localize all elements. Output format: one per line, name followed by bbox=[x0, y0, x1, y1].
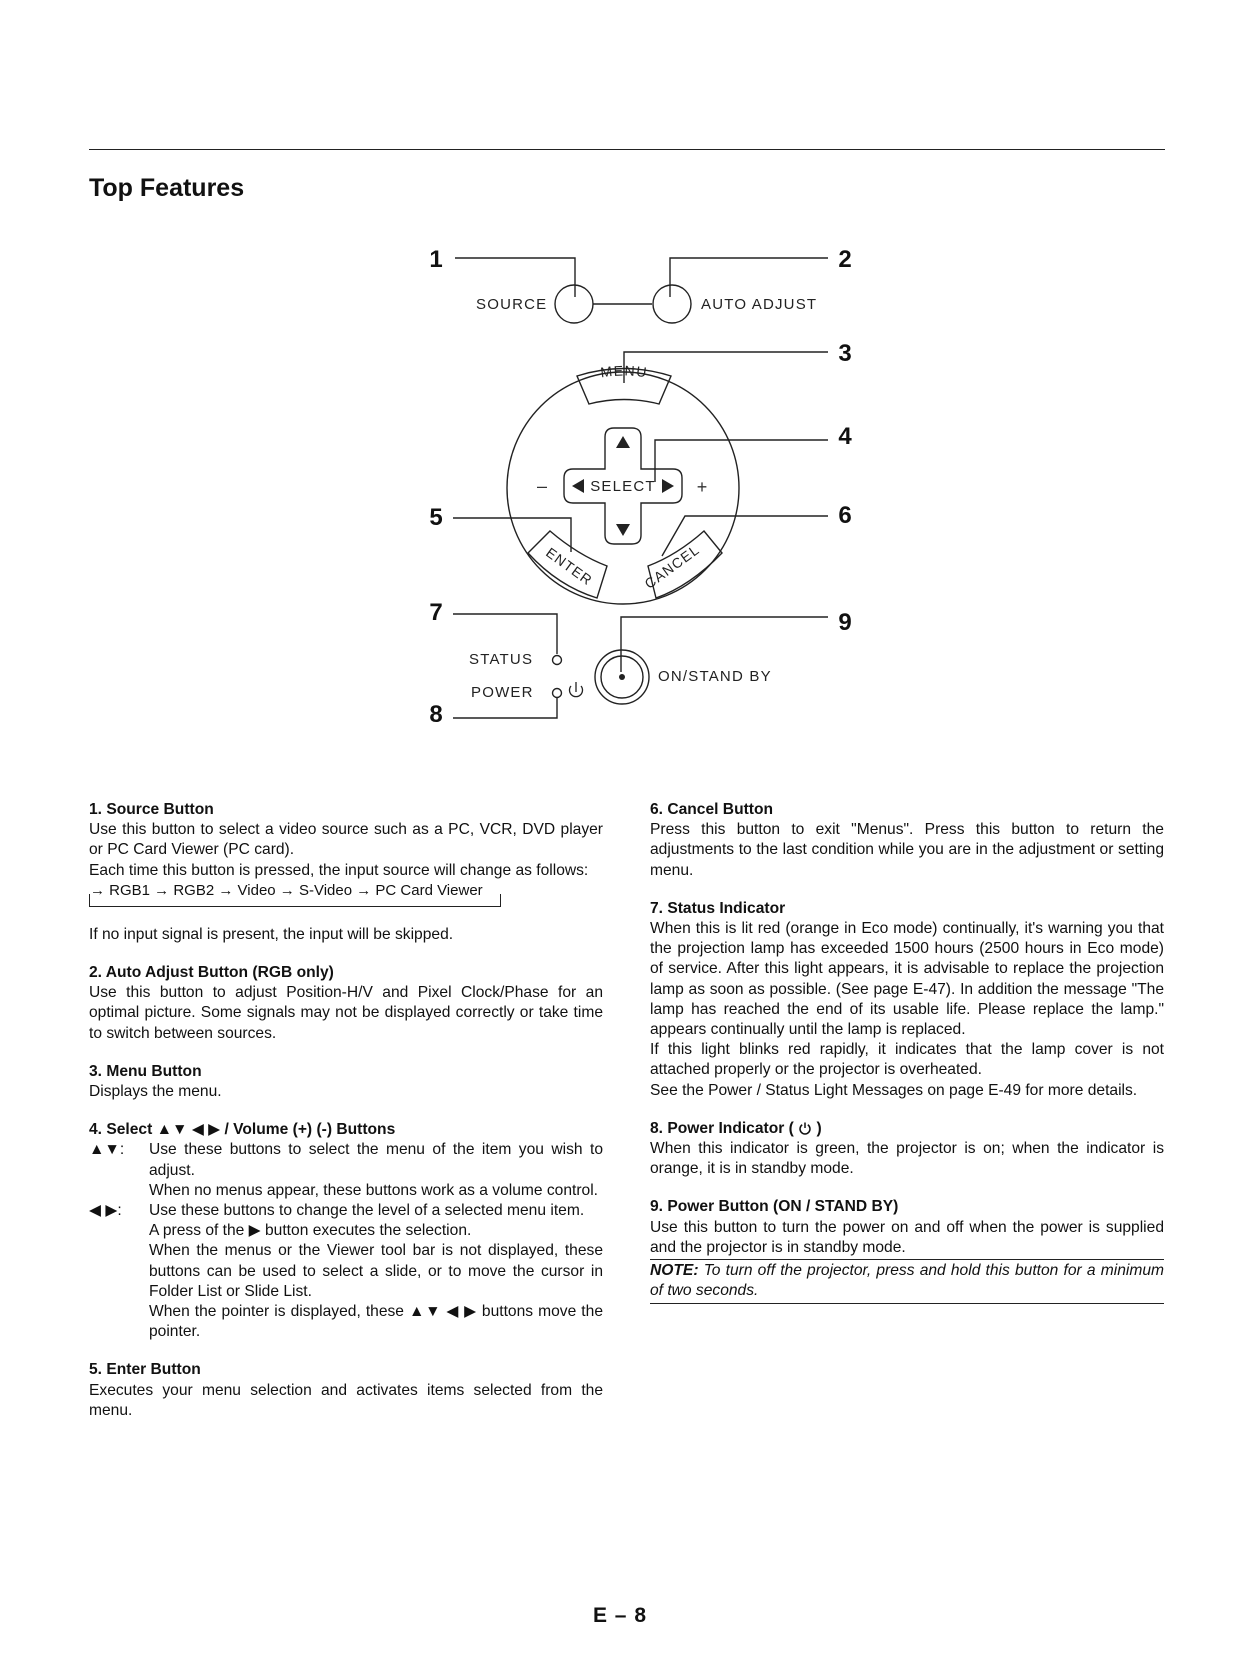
leader-line-2 bbox=[670, 258, 828, 297]
callout-1: 1 bbox=[429, 246, 443, 273]
power-indicator bbox=[553, 689, 562, 698]
cancel-label: CANCEL bbox=[641, 541, 703, 592]
leader-line-1 bbox=[455, 258, 575, 297]
definition-text: Use these buttons to select the menu of the item you wish to adjust. bbox=[149, 1141, 603, 1179]
volume-plus-label: + bbox=[696, 477, 708, 497]
section-text: When this is lit red (orange in Eco mode) continually, it's warning you that the projection lamp has exceeded 1500 hours (2500 hours in Eco mode) of service. After this light appears, it is advisable to replace the projection lamp as soon as possible. (See page E-47). In addition the message "The lamp has reached the end of its usable life. Please replace the lamp." appears continually until the lamp is replaced. bbox=[650, 920, 1164, 1039]
status-label: STATUS bbox=[469, 651, 534, 668]
top-features-diagram bbox=[0, 0, 1240, 760]
section-status-indicator bbox=[650, 899, 1164, 1101]
section-text: When this indicator is green, the projector is on; when the indicator is orange, it is in standby mode. bbox=[650, 1140, 1164, 1178]
section-heading: 9. Power Button (ON / STAND BY) bbox=[650, 1198, 899, 1216]
section-power-button bbox=[650, 1197, 1164, 1304]
callout-4: 4 bbox=[838, 423, 852, 450]
section-enter-button bbox=[89, 1360, 603, 1421]
page-title: Top Features bbox=[89, 174, 245, 202]
section-heading: 3. Menu Button bbox=[89, 1062, 202, 1080]
section-heading: 6. Cancel Button bbox=[650, 801, 774, 818]
leader-line-3 bbox=[624, 352, 828, 383]
up-arrow-icon bbox=[616, 436, 630, 448]
source-cycle bbox=[89, 883, 603, 907]
on-standby-label: ON/STAND BY bbox=[658, 668, 772, 685]
callout-3: 3 bbox=[838, 340, 852, 367]
section-menu-button bbox=[89, 1062, 603, 1102]
definition-text: When the pointer is displayed, these ▲▼ ◀ ▶ buttons move the pointer. bbox=[149, 1303, 603, 1341]
definition-text: A press of the ▶ button executes the selection. bbox=[149, 1222, 472, 1240]
leader-line-9 bbox=[621, 617, 828, 672]
section-heading: 1. Source Button bbox=[89, 801, 214, 818]
section-source-button bbox=[89, 800, 603, 945]
definition-text: When the menus or the Viewer tool bar is not displayed, these buttons can be used to select a slide, or to move the cursor in Folder List or Slide List. bbox=[149, 1242, 603, 1300]
source-cycle-sequence: → RGB1 → RGB2 → Video → S-Video → PC Card Viewer bbox=[90, 881, 487, 901]
on-standby-dot bbox=[619, 674, 625, 680]
status-indicator bbox=[553, 656, 562, 665]
callout-2: 2 bbox=[838, 246, 852, 273]
right-arrow-icon bbox=[662, 479, 674, 493]
section-heading: 5. Enter Button bbox=[89, 1361, 201, 1379]
section-select-volume-buttons bbox=[89, 1120, 603, 1342]
page-number: E – 8 bbox=[592, 1604, 648, 1627]
callout-9: 9 bbox=[838, 609, 852, 636]
note-box bbox=[650, 1259, 1164, 1304]
source-button[interactable] bbox=[555, 285, 593, 323]
section-text: Executes your menu selection and activates items selected from the menu. bbox=[89, 1381, 603, 1419]
leader-line-7 bbox=[453, 614, 557, 654]
note-text: To turn off the projector, press and hold this button for a minimum of two seconds. bbox=[650, 1262, 1164, 1300]
section-text: See the Power / Status Light Messages on page E-49 for more details. bbox=[650, 1081, 1138, 1099]
section-text: If this light blinks red rapidly, it indicates that the lamp cover is not attached properly or the projector is overheated. bbox=[650, 1041, 1164, 1079]
section-heading bbox=[650, 1119, 1164, 1139]
section-power-indicator bbox=[650, 1119, 1164, 1180]
section-text: Use this button to adjust Position-H/V and Pixel Clock/Phase for an optimal picture. Some signals may not be displayed correctly or take time to switch between sources. bbox=[89, 984, 603, 1042]
left-column bbox=[89, 800, 603, 1439]
section-text: If no input signal is present, the input will be skipped. bbox=[89, 925, 454, 943]
down-arrow-icon bbox=[616, 524, 630, 536]
callout-5: 5 bbox=[429, 504, 443, 531]
section-cancel-button bbox=[650, 800, 1164, 881]
note-label: NOTE: bbox=[650, 1262, 699, 1280]
definition-key: ◀ ▶: bbox=[89, 1202, 122, 1220]
volume-minus-label: – bbox=[536, 476, 548, 496]
section-text: Press this button to exit "Menus". Press this button to return the adjustments to the last condition while you are in the adjustment or setting menu. bbox=[650, 821, 1164, 879]
heading-suffix: ) bbox=[816, 1119, 822, 1137]
left-arrow-icon bbox=[572, 479, 584, 493]
definition-left-right bbox=[89, 1201, 603, 1342]
source-label: SOURCE bbox=[476, 296, 548, 313]
power-label: POWER bbox=[471, 684, 534, 701]
power-symbol-icon bbox=[798, 1121, 812, 1135]
callout-7: 7 bbox=[429, 599, 443, 626]
section-text: Each time this button is pressed, the input source will change as follows: bbox=[89, 861, 589, 879]
menu-label: MENU bbox=[599, 362, 649, 381]
leader-line-4 bbox=[655, 440, 828, 482]
callout-6: 6 bbox=[838, 502, 852, 529]
section-heading: 4. Select ▲▼ ◀ ▶ / Volume (+) (-) Buttons bbox=[89, 1121, 396, 1139]
definition-text: When no menus appear, these buttons work as a volume control. bbox=[149, 1181, 599, 1199]
enter-label: ENTER bbox=[543, 544, 596, 589]
section-text: Displays the menu. bbox=[89, 1083, 222, 1101]
definition-key: ▲▼: bbox=[89, 1141, 125, 1159]
select-label: SELECT bbox=[590, 478, 656, 495]
auto-adjust-label: AUTO ADJUST bbox=[701, 296, 818, 313]
section-heading: 2. Auto Adjust Button (RGB only) bbox=[89, 964, 334, 982]
heading-prefix: 8. Power Indicator ( bbox=[650, 1119, 794, 1137]
definition-text: Use these buttons to change the level of a selected menu item. bbox=[149, 1202, 585, 1220]
section-heading: 7. Status Indicator bbox=[650, 899, 786, 917]
right-column bbox=[650, 800, 1164, 1322]
section-text: Use this button to select a video source such as a PC, VCR, DVD player or PC Card Viewer (PC card). bbox=[89, 821, 603, 859]
section-auto-adjust-button bbox=[89, 963, 603, 1044]
definition-up-down bbox=[89, 1140, 603, 1201]
section-text: Use this button to turn the power on and off when the power is supplied and the projector is in standby mode. bbox=[650, 1218, 1164, 1256]
auto-adjust-button[interactable] bbox=[653, 285, 691, 323]
callout-8: 8 bbox=[429, 701, 443, 728]
